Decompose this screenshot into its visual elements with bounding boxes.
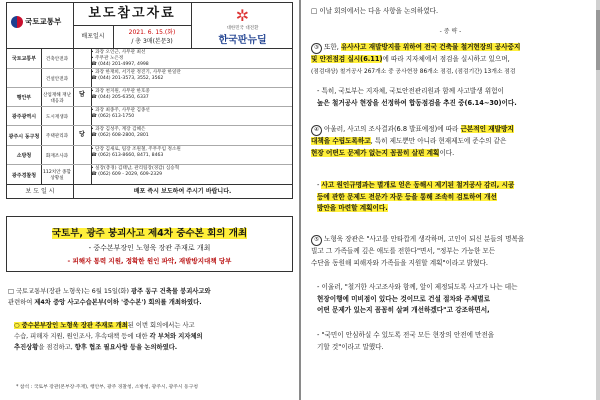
contact-info (91, 88, 291, 108)
text-span: 광주 동구 건축물 붕괴사고와 (130, 288, 211, 295)
contact-info (91, 49, 291, 69)
contact-line: • 과장 한재희, 서기관 정진기, 사무관 한일란 (91, 70, 181, 75)
paragraph-3-sub (317, 86, 593, 109)
text-span: 어떤 문제가 있는지 꼼꼼히 살펴 개선하겠다"고 강조하면서, (317, 306, 490, 314)
contact-info (91, 126, 291, 147)
text-span: 기할 것"이라고 말했다. (317, 342, 384, 351)
contact-dept: 화재조사과 (41, 146, 74, 165)
contact-line: • 단장 김새로, 팀장 조원철, 주무주임 정소원 (91, 147, 181, 152)
contact-dept: 건설안전과 (41, 69, 74, 88)
contact-info (91, 107, 291, 127)
text-span: 된 이번 회의에서는 사고 (127, 322, 195, 329)
press-header (6, 2, 293, 49)
text-span: (점검대상) 철거공사 267개소 중 공사현장 86개소 점검, (점검기간) 13개소 점검 (311, 68, 516, 75)
contact-info (91, 146, 291, 166)
text-span: 및 안전점검 실시(6.11) (311, 55, 383, 63)
contact-line: • 실장(총경) 김태남, 관리팀장(경감) 심승혁 (91, 166, 180, 171)
scrollbar-thumb[interactable] (596, 10, 600, 70)
contact-row (7, 125, 292, 146)
text-span: 등에 관한 문제도 전문가 자문 등을 통해 조속히 검토하여 개선 (317, 192, 497, 201)
taegeuk-icon (11, 16, 23, 28)
text-span: 또한, (324, 43, 341, 51)
contact-line: • 과장 천지원, 사무관 한호중 (91, 89, 150, 94)
new-deal-logo (191, 3, 293, 48)
paragraph-6-quote (317, 330, 593, 353)
paragraph-6 (311, 234, 593, 269)
contact-org (7, 69, 42, 88)
contact-row (7, 49, 292, 68)
contact-dept: 건축안전과 (41, 49, 74, 68)
release-timing-text: 배포 즉시 보도하여 주시기 바랍니다. (133, 188, 232, 195)
omission-marker: - 중 략 - (439, 28, 462, 35)
contact-org: 광주경찰청 (7, 165, 42, 185)
contact-line: ☎ (062) 609 - 2029, 609-2329 (91, 172, 163, 177)
headline-subtitle: - 중수본부장인 노형욱 장관 주재로 개최 (88, 244, 211, 252)
contact-dept: 주택관리과 (41, 126, 74, 146)
text-span: ○ 중수본부장인 노형욱 장관 주재로 개최 (14, 322, 128, 329)
text-span: - "국민이 안심하실 수 있도록 전국 모든 현장의 안전에 만전을 (317, 331, 495, 339)
body-paragraph-2 (14, 320, 290, 353)
text-span: 향후 협조 필요사항 등을 논의하였다. (74, 344, 178, 351)
contact-table (6, 49, 293, 199)
text-span: 수단을 동원해 피해자와 가족들을 지원할 계획"이라고 밝혔다. (311, 258, 488, 267)
contact-dept: 도시재생과 (41, 107, 74, 126)
page-2 (301, 0, 600, 400)
text-span: 방안을 마련할 계획이다. (317, 204, 388, 212)
press-title: 보도참고자료 (73, 3, 191, 26)
paragraph-6-sub (317, 282, 593, 317)
contact-info (91, 69, 291, 89)
contact-line: ☎ (062) 613-1750 (91, 114, 135, 119)
text-span: 각 부처와 지자체의 (149, 333, 203, 340)
contact-line: ☎ (062) 613-8660, 8471, 8463 (91, 153, 164, 158)
vertical-scrollbar[interactable] (596, 0, 600, 400)
body-paragraph-1 (8, 286, 290, 308)
number-3-icon: ③ (311, 43, 322, 54)
text-span: , 특히 제도뿐만 아니라 현재제도에 준수의 같은 (370, 137, 507, 145)
charge-label-1: 담 (79, 91, 85, 98)
contact-org: 국토교통부 (7, 49, 42, 68)
text-span: 추진상황 (14, 344, 39, 351)
text-span: 이다. (439, 148, 455, 157)
contact-row (7, 68, 292, 88)
contact-row (7, 145, 292, 165)
number-5-icon: ⑤ (311, 235, 322, 246)
page-count: / 총 3매(본문3) (131, 38, 173, 45)
headline-title: 국토부, 광주 붕괴사고 제4차 중수본 회의 개최 (51, 228, 248, 239)
contact-row (7, 164, 292, 185)
new-deal-icon: ✲ (235, 6, 250, 25)
headline-subtitle-2: - 피해자 통력 지원, 정확한 원인 파악, 재발방지대책 당부 (67, 257, 232, 265)
contact-org: 소방청 (7, 146, 42, 165)
text-span: □ 국토교통부(장관 노형욱)는 6월 15일(화) (8, 288, 131, 295)
contact-info (91, 165, 291, 186)
contact-org: 광주광역시 (7, 107, 42, 126)
brand-subtitle: 대한민국 대전환 (226, 26, 259, 31)
release-timing-row (7, 184, 292, 199)
text-span: 아울러, 사고의 조사결과(6.8 발표예정)에 따라 (324, 125, 461, 133)
text-span: 대책을 수립도록하고 (311, 137, 371, 145)
ministry-name: 국토교통부 (25, 17, 62, 26)
text-span: 현장이행에 미비점이 있다는 것이므로 건설 절차와 주체별로 (317, 294, 491, 303)
contact-row (7, 87, 292, 107)
contact-row (7, 106, 292, 126)
contact-dept: 112치안 종합상황실 (41, 165, 74, 185)
brand-name: 한국판뉴딜 (218, 35, 267, 46)
contact-org: 행안부 (7, 88, 42, 107)
date-text: 2021. 6. 15.(화) (128, 29, 176, 36)
contact-line: ☎ (044) 205-6350, 6337 (91, 95, 149, 100)
text-span: - 이울러, "철거한 사고조사와 함께, 앞이 제정되도록 사고가 나는 데는 (317, 283, 518, 291)
text-span: 에 따라 지자체에서 점검을 실시하고 있으며, (382, 55, 510, 63)
number-4-icon: ④ (311, 125, 322, 136)
text-span: 높은 철거공사 현장을 선정하여 합동점검을 추진 중(6.14~30)이다. (317, 98, 517, 107)
paragraph-3 (311, 42, 593, 78)
text-span: 유사사고 재발방지를 위하여 전국 건축물 철거현장의 공사중지 (340, 43, 521, 51)
contact-line: • 주무관 노은정 (91, 56, 124, 61)
release-date (113, 25, 191, 48)
date-label: 배포일시 (73, 25, 114, 48)
text-span: - 특히, 국토부는 지자체, 국토안전관리원과 함께 사고발생 위험이 (317, 87, 504, 95)
text-span: 빌고 그 가족들께 깊은 애도를 전한다"면서, "정부는 가능한 모든 (311, 247, 496, 255)
contact-line: ☎ (044) 201-3573, 3552, 3562 (91, 76, 164, 81)
text-span: 수습, 피해자 지원, 원인조사, 후속대책 등에 대한 (14, 333, 150, 340)
release-timing-label: 보 도 일 시 (7, 185, 74, 199)
contact-line: • 과장 김성주, 계장 김혜은 (91, 127, 146, 132)
charge-label-2: 당 (79, 131, 85, 138)
intro-text: □ 이날 회의에서는 다음 사항을 논의하였다. (311, 7, 439, 15)
text-span: - (317, 181, 322, 189)
text-span: 현장 어떤도 문제가 없는지 꼼꼼히 살핀 계획 (311, 148, 440, 157)
text-span: 근본적인 재발방지 (460, 125, 514, 133)
page-1 (0, 0, 299, 400)
contact-line: ☎ (062) 608-2800, 2801 (91, 133, 149, 138)
contact-dept: 산업재해 재난대응과 (41, 88, 74, 107)
headline-box (6, 216, 293, 272)
ministry-logo (7, 3, 74, 48)
paragraph-4 (311, 124, 593, 159)
contact-org: 광주시 동구청 (7, 126, 42, 146)
contact-line: • 과장 최종주, 사무관 김종선 (91, 108, 150, 113)
text-span: 노형욱 장관은 "사고를 안타깝게 생각하며, 고인이 되신 분들의 명복을 (324, 235, 525, 243)
attendee-note: * 참석 : 국토부 장관(본부장·주재), 행안부, 광주 경찰청, 소방청, 광주시, 광주시 동구청 (16, 385, 198, 390)
contact-line: ☎ (044) 201-4997, 4998 (91, 62, 149, 67)
text-span: 을 점검하고, (38, 344, 75, 351)
text-span: 사고 원인규명과는 별개로 얻은 동해시 제기된 철거공사 감리, 시공 (321, 181, 515, 189)
paragraph-5 (317, 180, 593, 215)
text-span: 관련하여 (8, 299, 35, 306)
contact-line: • 과장 오인근, 사무관 최선 (91, 50, 146, 55)
text-span: 제4차 중앙 사고수습본부(이하 '중수본') 회의를 개최하였다. (34, 299, 202, 306)
